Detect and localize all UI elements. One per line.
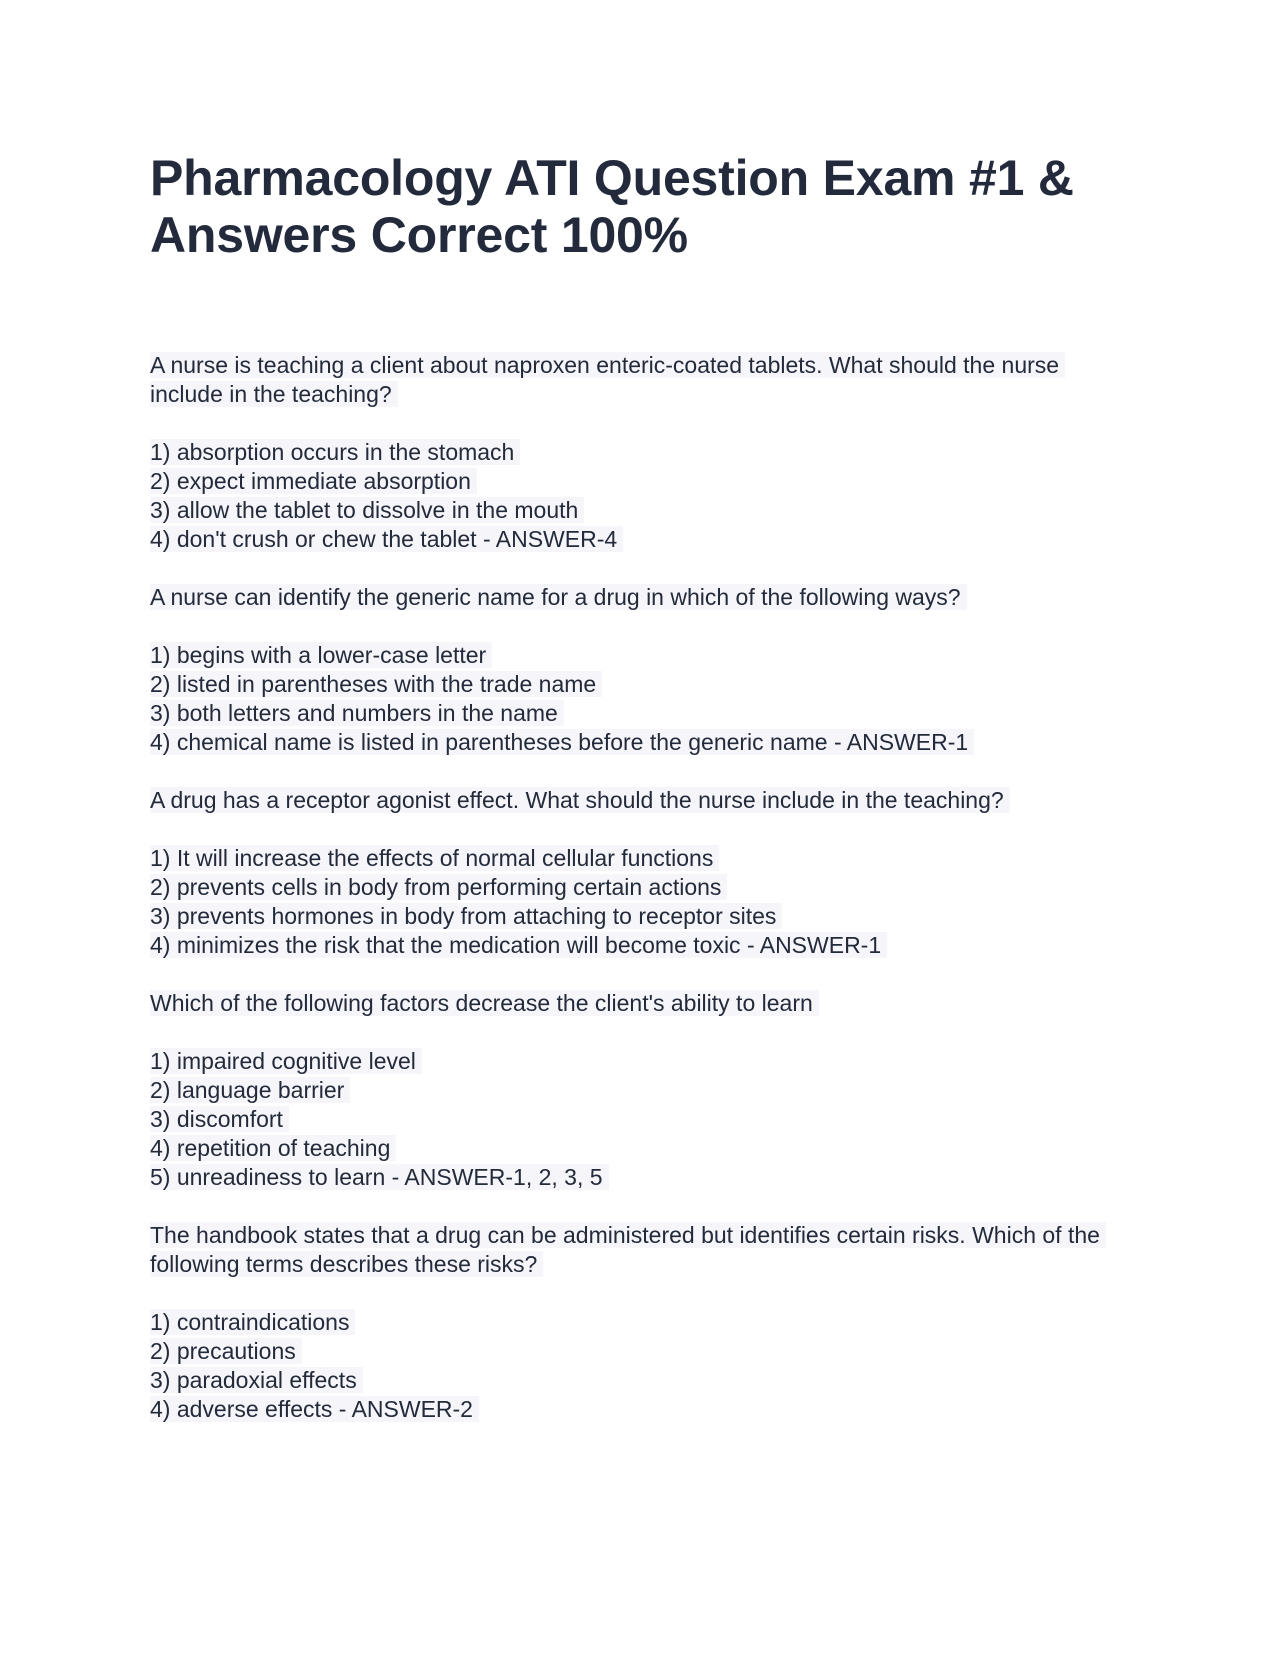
option-item: 4) don't crush or chew the tablet - ANSWER-4 [150, 525, 1130, 554]
question-list [150, 351, 1130, 1424]
option-item: 2) listed in parentheses with the trade name [150, 670, 1130, 699]
option-item: 4) adverse effects - ANSWER-2 [150, 1395, 1130, 1424]
question-text: Which of the following factors decrease the client's ability to learn [150, 989, 1130, 1018]
question-1 [150, 351, 1130, 554]
option-item: 2) language barrier [150, 1076, 1130, 1105]
option-item: 2) expect immediate absorption [150, 467, 1130, 496]
option-list [150, 641, 1130, 757]
question-3 [150, 786, 1130, 960]
document-title: Pharmacology ATI Question Exam #1 & Answers Correct 100% [150, 150, 1074, 263]
option-item: 3) paradoxial effects [150, 1366, 1130, 1395]
question-text: A drug has a receptor agonist effect. What should the nurse include in the teaching? [150, 786, 1130, 815]
option-item: 4) minimizes the risk that the medication will become toxic - ANSWER-1 [150, 931, 1130, 960]
option-list [150, 1047, 1130, 1192]
option-item: 3) prevents hormones in body from attaching to receptor sites [150, 902, 1130, 931]
option-list [150, 438, 1130, 554]
option-list [150, 844, 1130, 960]
option-item: 3) both letters and numbers in the name [150, 699, 1130, 728]
question-4 [150, 989, 1130, 1192]
question-5 [150, 1221, 1130, 1424]
option-item: 3) discomfort [150, 1105, 1130, 1134]
question-text: A nurse can identify the generic name for a drug in which of the following ways? [150, 583, 1130, 612]
option-item: 1) contraindications [150, 1308, 1130, 1337]
question-text: A nurse is teaching a client about naproxen enteric-coated tablets. What should the nurse include in the teaching? [150, 351, 1130, 409]
option-item: 1) absorption occurs in the stomach [150, 438, 1130, 467]
option-item: 1) It will increase the effects of normal cellular functions [150, 844, 1130, 873]
option-list [150, 1308, 1130, 1424]
option-item: 4) chemical name is listed in parentheses before the generic name - ANSWER-1 [150, 728, 1130, 757]
question-text: The handbook states that a drug can be administered but identifies certain risks. Which of the following terms describes these risks? [150, 1221, 1130, 1279]
option-item: 4) repetition of teaching [150, 1134, 1130, 1163]
option-item: 1) impaired cognitive level [150, 1047, 1130, 1076]
option-item: 2) precautions [150, 1337, 1130, 1366]
option-item: 1) begins with a lower-case letter [150, 641, 1130, 670]
option-item: 5) unreadiness to learn - ANSWER-1, 2, 3, 5 [150, 1163, 1130, 1192]
option-item: 3) allow the tablet to dissolve in the mouth [150, 496, 1130, 525]
option-item: 2) prevents cells in body from performing certain actions [150, 873, 1130, 902]
question-2 [150, 583, 1130, 757]
document-page [150, 150, 1130, 1424]
